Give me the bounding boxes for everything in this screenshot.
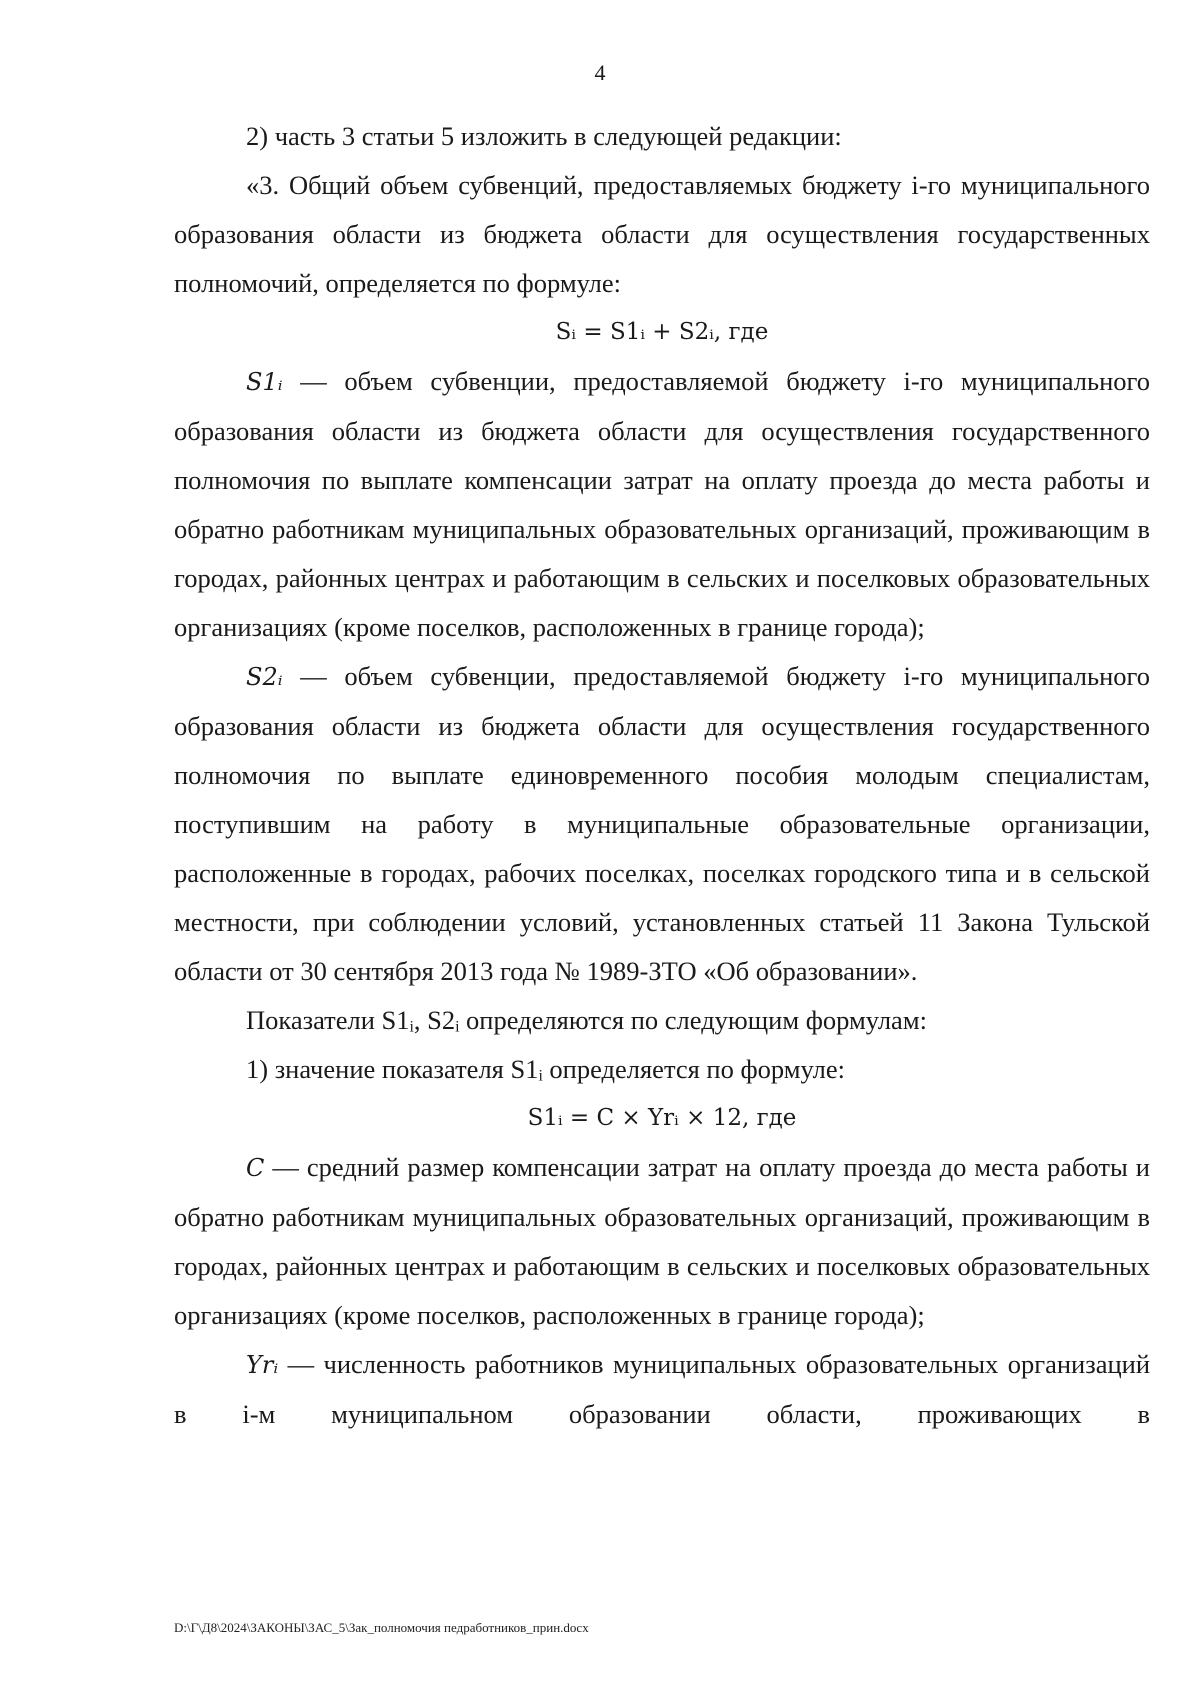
paragraph-item-1: 1) значение показателя S1ᵢ определяется по формуле: [246,1054,845,1084]
paragraph-s1-definition [174,357,1150,652]
s1-symbol: S1ᵢ [246,368,283,396]
page-number: 4 [594,60,606,85]
document-body [174,112,1150,1439]
paragraph-s2-definition [174,652,1150,996]
s1-text: — объем субвенции, предоставляемой бюджету i-го муниципального образования области из бюджета области для осуществления государственного полномочия по выплате компенсации затрат на оплату проезда до места работы и обратно работникам муниципальных образовательных организаций, проживающим в городах, районных центрах и работающим в сельских и поселковых образовательных организациях (кроме поселков, расположенных в границе города); [174,366,1150,642]
formula-main: Sᵢ = S1ᵢ + S2ᵢ, где [555,319,769,345]
yr-text: — численность работников муниципальных образовательных организаций в i-м муниципальном образовании области, проживающих в [174,1349,1150,1429]
s2-text: — объем субвенции, предоставляемой бюджету i-го муниципального образования области из бюджета области для осуществления государственного полномочия по выплате единовременного пособия молодым специалистам, поступившим на работу в муниципальные образовательные организации, расположенные в городах, рабочих поселках, поселках городского типа и в сельской местности, при соблюдении условий, установленных статьей 11 Закона Тульской области от 30 сентября 2013 года № 1989-ЗТО «Об образовании». [174,661,1150,986]
paragraph-part-3: «3. Общий объем субвенций, предоставляемых бюджету i-го муниципального образования области из бюджета области для осуществления государственных полномочий, определяется по формуле: [174,170,1150,298]
footer-file-path: D:\Г\Д8\2024\ЗАКОНЫ\ЗАС_5\Зак_полномочия педработников_прин.docx [174,1620,589,1635]
c-symbol: C [246,1154,265,1182]
c-text: — средний размер компенсации затрат на оплату проезда до места работы и обратно работникам муниципальных образовательных организаций, проживающим в городах, районных центрах и работающим в сельских и поселковых образовательных организациях (кроме поселков, расположенных в границе города); [174,1152,1150,1330]
paragraph-c-definition [174,1143,1150,1340]
paragraph-item-2: 2) часть 3 статьи 5 изложить в следующей редакции: [246,121,842,151]
paragraph-yr-definition [174,1340,1150,1439]
s2-symbol: S2ᵢ [246,663,283,691]
paragraph-indicators: Показатели S1ᵢ, S2ᵢ определяются по следующим формулам: [246,1005,927,1035]
yr-symbol: Yrᵢ [246,1351,279,1379]
formula-s1: S1ᵢ = C × Yrᵢ × 12, где [527,1105,797,1131]
